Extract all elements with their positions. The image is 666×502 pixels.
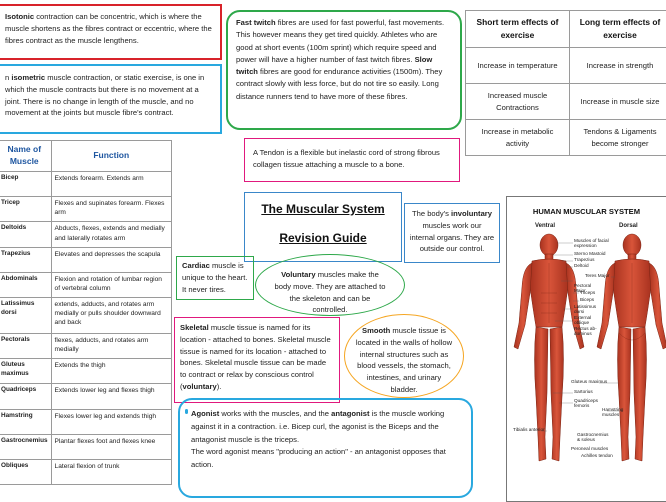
muscle-function: Extends forearm. Extends arm	[51, 172, 171, 197]
tendon-note	[244, 138, 460, 182]
ventral-label: Ventral	[535, 223, 555, 229]
muscle-function: Abducts, flexes, extends and medially and laterally rotates arm	[51, 222, 171, 247]
label-quadriceps: Quadriceps femoris	[574, 399, 600, 409]
muscle-function: Extends lower leg and flexes thigh	[51, 384, 171, 409]
involuntary-note	[404, 203, 500, 263]
long-term-cell: Increase in strength	[570, 48, 666, 84]
skeletal-note	[174, 317, 340, 403]
muscle-function-table	[0, 140, 172, 485]
table-row	[466, 48, 666, 84]
muscle-name: Latissimus dorsi	[0, 297, 51, 333]
label-external-oblique: External oblique	[574, 316, 600, 326]
label-deltoid: Deltoid	[574, 264, 589, 269]
agonist-text2: is the muscle working against it in a contraction. i.e. Bicep curl, the agonist is the Biceps and the antagonist muscle is the triceps.	[191, 409, 444, 444]
short-term-cell: Increased muscle Contractions	[466, 84, 570, 120]
isometric-text: muscle contraction, or static exercise, is one in which the muscle contracts but there is no movement at a joint. There is no change in length of the muscle, and no movement at the joints but muscle fibre's contract.	[5, 73, 204, 117]
muscle-name-header: Name of Muscle	[0, 141, 51, 172]
agonist-text3: The word agonist means "producing an action" - an antagonist opposes that action.	[191, 447, 446, 469]
label-sartorius: Sartorius	[574, 390, 593, 395]
isotonic-text: contraction can be concentric, which is where the muscle shortens as the fibres contract or eccentric, where the fibres contract as the muscle lengthens.	[5, 12, 212, 45]
muscle-function: Extends the thigh	[51, 359, 171, 384]
muscle-name: Gastrocnemius	[0, 434, 51, 459]
title-box	[244, 192, 402, 262]
tendon-text: A Tendon is a flexible but inelastic cord of strong fibrous collagen tissue attaching a muscle to a bone.	[253, 148, 440, 169]
involuntary-text: muscles work our internal organs. They are outside our control.	[410, 221, 494, 254]
muscle-name: Obliques	[0, 459, 51, 484]
isometric-note	[0, 64, 222, 134]
cardiac-term: Cardiac	[182, 261, 210, 270]
muscle-name: Abdominals	[0, 272, 51, 297]
muscle-fibres-note	[226, 10, 462, 130]
long-term-cell: Increase in muscle size	[570, 84, 666, 120]
label-latissimus: Latissimus dorsi	[574, 305, 600, 315]
label-rectus: Rectus ab-dominus	[574, 327, 600, 337]
table-row	[0, 172, 172, 197]
table-row	[0, 384, 172, 409]
skeletal-term: Skeletal	[180, 323, 209, 332]
table-row	[0, 359, 172, 384]
muscle-name: Deltoids	[0, 222, 51, 247]
dorsal-label: Dorsal	[619, 223, 638, 229]
label-triceps: Triceps	[580, 291, 595, 296]
table-row	[0, 197, 172, 222]
long-term-cell: Tendons & Ligaments become stronger	[570, 120, 666, 156]
muscle-name: Trapezius	[0, 247, 51, 272]
smooth-term: Smooth	[362, 326, 390, 335]
involuntary-term: involuntary	[451, 209, 492, 218]
cardiac-text: muscle is unique to the heart. It never tires.	[182, 261, 247, 294]
label-trapezius: Trapezius	[574, 258, 594, 263]
table-row	[0, 272, 172, 297]
muscle-name: Pectorals	[0, 333, 51, 358]
isotonic-note	[0, 4, 222, 60]
agonist-term: Agonist	[191, 409, 219, 418]
label-tibialis: Tibialis anterior	[513, 428, 545, 433]
table-row	[0, 247, 172, 272]
table-row	[0, 459, 172, 484]
table-row	[0, 333, 172, 358]
voluntary-note	[255, 254, 405, 316]
dorsal-figure	[597, 234, 666, 461]
page-title: The Muscular System	[245, 201, 401, 218]
smooth-note	[344, 314, 464, 398]
muscle-function: flexes, adducts, and rotates arm medially	[51, 333, 171, 358]
slow-twitch-text: fibres are good for endurance activities (1500m). They contract slowly with less force, but do not tire so easily. Long distance runners tend to have more of these fibres.	[236, 67, 442, 101]
table-row	[0, 434, 172, 459]
skeletal-end: ).	[217, 382, 222, 391]
function-header: Function	[51, 141, 171, 172]
muscle-name: Bicep	[0, 172, 51, 197]
muscle-name: Tricep	[0, 197, 51, 222]
table-row	[466, 84, 666, 120]
isometric-term: isometric	[11, 73, 45, 82]
exercise-effects-table	[465, 10, 666, 156]
agonist-note	[178, 398, 473, 498]
label-sterno: Sterno Mastoid	[574, 252, 606, 257]
short-term-header: Short term effects of exercise	[466, 11, 570, 48]
bullet-icon	[185, 409, 188, 414]
table-row	[0, 409, 172, 434]
label-achilles: Achilles tendon	[581, 454, 613, 459]
muscle-function: Elevates and depresses the scapula	[51, 247, 171, 272]
agonist-text1: works with the muscles, and the	[219, 409, 331, 418]
voluntary-text: muscles make the body move. They are attached to the skeleton and can be controlled.	[275, 270, 386, 314]
label-gluteus: Gluteus maximus	[571, 380, 607, 385]
muscle-name: Gluteus maximus	[0, 359, 51, 384]
muscle-function: Plantar flexes foot and flexes knee	[51, 434, 171, 459]
muscle-function: Flexes and supinates forearm. Flexes arm	[51, 197, 171, 222]
fast-twitch-term: Fast twitch	[236, 18, 276, 27]
isotonic-term: Isotonic	[5, 12, 34, 21]
involuntary-prefix: The body's	[412, 209, 451, 218]
isometric-prefix: n	[5, 73, 11, 82]
table-row	[0, 222, 172, 247]
voluntary-term: Voluntary	[281, 270, 315, 279]
skeletal-text: muscle tissue is named for its location - attached to bones. Skeletal muscle tissue is named for its location - attached to bones. Skeletal muscle tissue can be made to contract or relax by conscious control (	[180, 323, 331, 391]
muscle-name: Hamstring	[0, 409, 51, 434]
muscle-function: extends, adducts, and rotates arm medially or pulls shoulder downward and back	[51, 297, 171, 333]
muscle-function: Flexes lower leg and extends thigh	[51, 409, 171, 434]
table-row	[466, 120, 666, 156]
label-facial: Muscles of facial expression	[574, 239, 614, 249]
short-term-cell: Increase in metabolic activity	[466, 120, 570, 156]
label-pectoral: Pectoral Major	[574, 284, 598, 294]
antagonist-term: antagonist	[331, 409, 369, 418]
long-term-header: Long term effects of exercise	[570, 11, 666, 48]
smooth-text: muscle tissue is located in the walls of hollow internal structures such as blood vessels, the stomach, intestines, and urinary bladder.	[356, 326, 452, 394]
page-subtitle: Revision Guide	[245, 230, 401, 247]
skeletal-bold-end: voluntary	[183, 382, 217, 391]
label-peroneal: Peroneal muscles	[571, 447, 608, 452]
diagram-title: HUMAN MUSCULAR SYSTEM	[507, 207, 666, 216]
muscular-system-diagram	[506, 196, 666, 502]
label-gastrocnemius: Gastrocnemius & soleus	[577, 433, 611, 443]
label-teres: Teres Major	[585, 274, 610, 279]
label-hamstring: Hamstring muscles	[602, 408, 626, 418]
muscle-function: Flexion and rotation of lumbar region of vertebral column	[51, 272, 171, 297]
label-biceps: Biceps	[580, 298, 594, 303]
muscle-name: Quadriceps	[0, 384, 51, 409]
cardiac-note	[176, 256, 254, 300]
table-row	[0, 297, 172, 333]
muscle-function: Lateral flexion of trunk	[51, 459, 171, 484]
slow-twitch-term: Slow twitch	[236, 55, 432, 76]
fast-twitch-text: fibres are used for fast powerful, fast movements. This however means they get tired quickly. Athletes who are good at short events (100m sprint) which require speed and power will have a higher number of fast twitch fibres.	[236, 18, 444, 64]
short-term-cell: Increase in temperature	[466, 48, 570, 84]
